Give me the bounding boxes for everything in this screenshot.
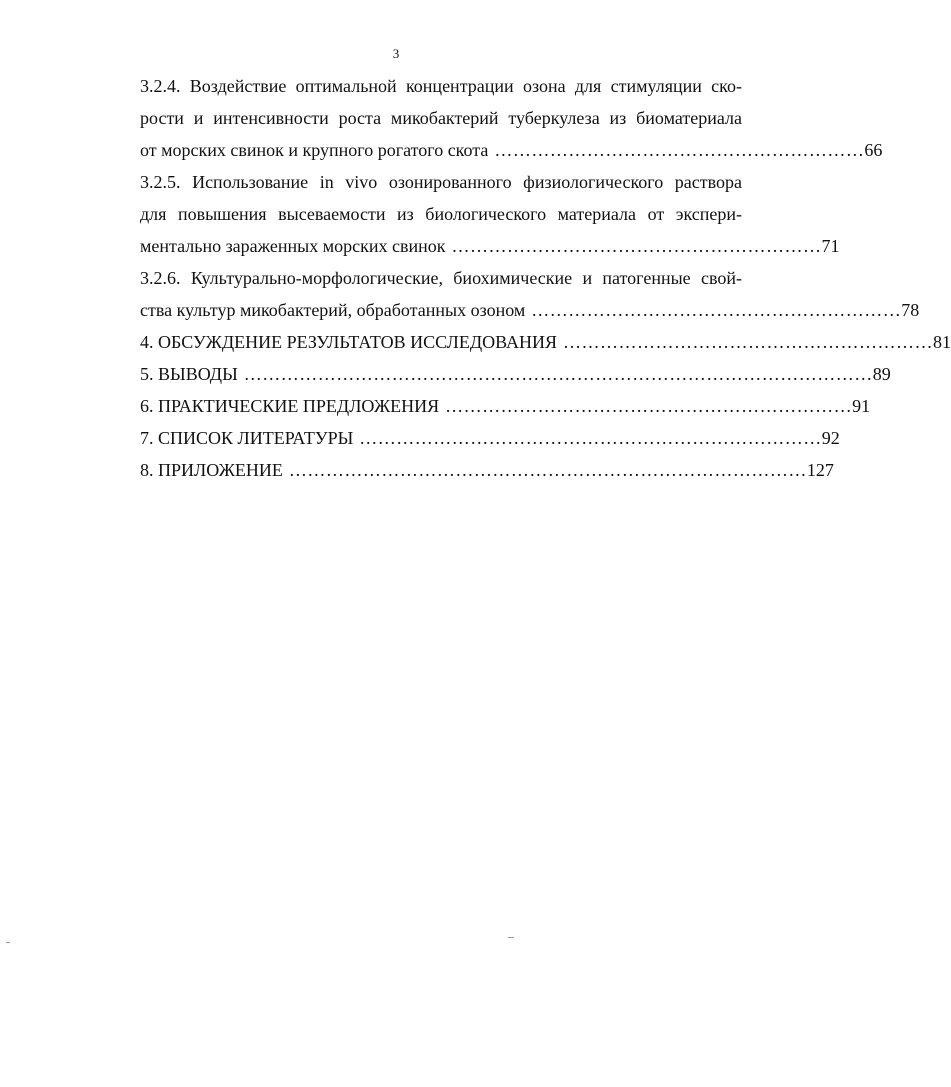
scan-artifact — [6, 942, 10, 943]
toc-entry-8 — [140, 454, 834, 486]
toc-page-number: 127 — [806, 460, 834, 480]
toc-page-number: 66 — [864, 140, 883, 160]
toc-entry-3-2-5 — [140, 166, 840, 262]
toc-page-number: 81 — [933, 332, 951, 352]
toc-entry-6 — [140, 390, 871, 422]
scan-artifact — [508, 937, 514, 938]
toc-entry-text: 8. ПРИЛОЖЕНИЕ — [140, 460, 283, 480]
toc-entry-text: ментально зараженных морских свинок — [140, 236, 446, 256]
toc-entry-line: рости и интенсивности роста микобактерий туберкулеза из биоматериала — [140, 108, 742, 128]
toc-entry-last-line — [140, 134, 883, 166]
toc-entry-last-line — [140, 230, 840, 262]
toc-entry-text: 6. ПРАКТИЧЕСКИЕ ПРЕДЛОЖЕНИЯ — [140, 396, 440, 416]
toc-entry-text: от морских свинок и крупного рогатого скота — [140, 140, 489, 160]
toc-entry-3-2-6 — [140, 262, 920, 326]
toc-entry-5 — [140, 358, 891, 390]
page-number: 3 — [392, 46, 400, 61]
toc-entry-4 — [140, 326, 951, 358]
toc-entry-text: ства культур микобактерий, обработанных озоном — [140, 300, 526, 320]
toc-entry-7 — [140, 422, 840, 454]
toc-entry-line: 3.2.6. Культурально-морфологические, биохимические и патогенные свой- — [140, 268, 742, 288]
toc-page-number: 78 — [901, 300, 920, 320]
toc-entry-line: 3.2.5. Использование in vivo озонированного физиологического раствора — [140, 172, 742, 192]
toc-leader-dots: ………………………………………………………………………………………… — [243, 364, 873, 384]
toc-leader-dots: ………………………………………………………………………… — [288, 460, 807, 480]
toc-leader-dots: …………………………………………………… — [563, 332, 934, 352]
toc-page-number: 89 — [872, 364, 891, 384]
toc-entry-text: 5. ВЫВОДЫ — [140, 364, 238, 384]
toc-leader-dots: …………………………………………………… — [531, 300, 902, 320]
toc-leader-dots: …………………………………………………… — [494, 140, 865, 160]
toc-page-number: 91 — [852, 396, 871, 416]
toc-entry-line: для повышения высеваемости из биологического материала от экспери- — [140, 204, 742, 224]
toc-leader-dots: …………………………………………………… — [451, 236, 822, 256]
toc-page-number: 92 — [821, 428, 840, 448]
toc-entry-3-2-4 — [140, 70, 883, 166]
toc-leader-dots: ………………………………………………………… — [445, 396, 853, 416]
table-of-contents — [140, 70, 951, 486]
toc-entry-last-line — [140, 294, 920, 326]
toc-page-number: 71 — [821, 236, 840, 256]
toc-entry-text: 4. ОБСУЖДЕНИЕ РЕЗУЛЬТАТОВ ИССЛЕДОВАНИЯ — [140, 332, 558, 352]
toc-leader-dots: ………………………………………………………………… — [359, 428, 822, 448]
toc-entry-text: 7. СПИСОК ЛИТЕРАТУРЫ — [140, 428, 354, 448]
toc-entry-line: 3.2.4. Воздействие оптимальной концентрации озона для стимуляции ско- — [140, 76, 742, 96]
